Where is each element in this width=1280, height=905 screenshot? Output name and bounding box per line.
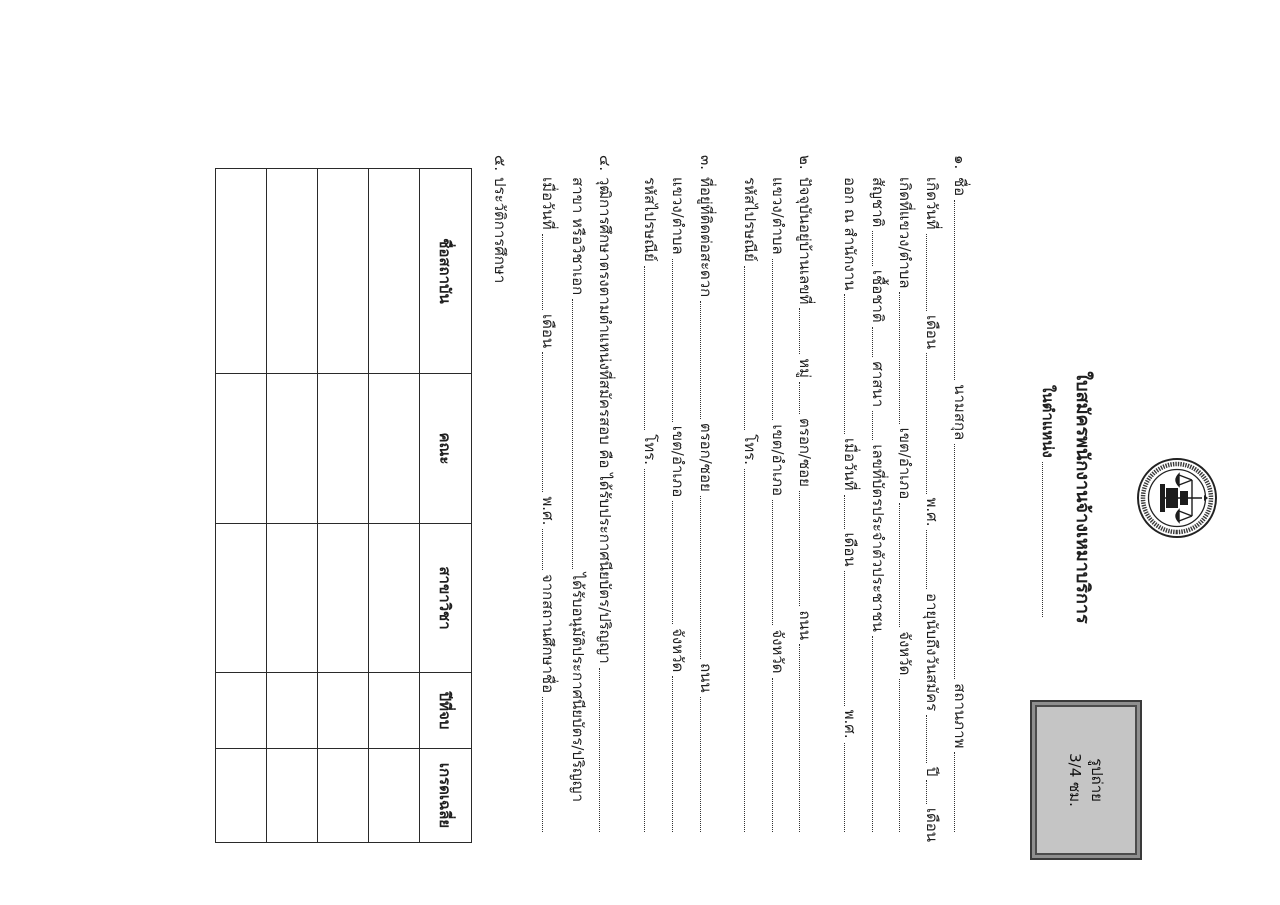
issue-year-blank [844, 743, 845, 832]
postal-code-label: รหัสไปรษณีย์ [641, 177, 659, 262]
ethnicity-label: เชื้อชาติ [869, 269, 887, 323]
birthplace-district-blank [899, 503, 900, 627]
last-name-blank [954, 444, 955, 679]
road-label: ถนน [697, 663, 715, 693]
issued-at-blank [844, 294, 845, 433]
table-cell [369, 673, 420, 749]
major-blank [572, 299, 573, 568]
table-cell [267, 524, 318, 673]
header-gpa: เกรดเฉลี่ย [420, 749, 472, 843]
age-months-label: เดือน [923, 807, 941, 842]
table-cell [369, 749, 420, 843]
phone-blank [744, 469, 745, 832]
section-4-number: ๔. [596, 155, 614, 172]
phone-blank [644, 469, 645, 832]
table-cell [216, 374, 267, 524]
postal-code-blank [644, 266, 645, 430]
table-cell [369, 169, 420, 374]
section-1-issue-row [838, 177, 862, 832]
qualification-label: วุฒิการศึกษาตรงตามตำแหน่งที่สมัครสอบ คือ ได้รับประกาศนียบัตร/ปริญญา [596, 177, 614, 664]
issue-month-label: เดือน [841, 532, 859, 567]
section-4-qualification-row [593, 155, 617, 832]
road-label: ถนน [796, 610, 814, 641]
issue-day-label: เมื่อวันที่ [841, 437, 859, 491]
birth-month-blank [926, 353, 927, 493]
district-blank [772, 500, 773, 625]
id-card-label: เลขที่บัตรประจำตัวประชาชน [869, 444, 887, 632]
position-blank [1042, 462, 1043, 617]
birth-month-label: เดือน [923, 314, 941, 350]
section-5-heading [488, 155, 512, 455]
contact-address-label: ที่อยู่ที่ติดต่อสะดวก [697, 177, 715, 298]
table-cell [267, 749, 318, 843]
religion-blank [872, 411, 873, 440]
subdistrict-blank [672, 259, 673, 422]
table-cell [318, 169, 369, 374]
ethnicity-blank [872, 327, 873, 358]
judiciary-seal-logo [1136, 457, 1218, 539]
section-1-birthplace-row [893, 177, 917, 832]
province-blank [772, 678, 773, 832]
road-blank [700, 697, 701, 832]
age-years-label: ปี [923, 766, 941, 777]
section-2-contact-row [738, 177, 762, 832]
approval-year-blank [542, 529, 543, 569]
first-name-blank [954, 200, 955, 380]
house-number-label: ปัจจุบันอยู่บ้านเลขที่ [796, 177, 814, 305]
institution-blank [542, 697, 543, 832]
birth-day-blank [926, 234, 927, 311]
table-row [369, 169, 420, 843]
first-name-label: ชื่อ [951, 177, 969, 197]
phone-label: โทร. [641, 434, 659, 465]
phone-label: โทร. [741, 434, 759, 465]
table-cell [216, 749, 267, 843]
table-header-row [420, 169, 472, 843]
road-blank [799, 644, 800, 832]
approval-month-label: เดือน [539, 314, 557, 349]
section-4-approval-row [536, 177, 560, 832]
header-faculty: คณะ [420, 374, 472, 524]
approval-day-label: เมื่อวันที่ [539, 177, 557, 230]
age-months-blank [926, 780, 927, 803]
table-cell [267, 169, 318, 374]
header-graduation-year: ปีที่จบ [420, 673, 472, 749]
birthplace-district-label: เขต/อำเภอ [896, 427, 914, 500]
village-no-blank [799, 382, 800, 414]
postal-code-blank [744, 266, 745, 430]
table-cell [267, 374, 318, 524]
header-major: สาขาวิชา [420, 524, 472, 673]
table-cell [318, 673, 369, 749]
last-name-label: นามสกุล [951, 384, 969, 441]
nationality-label: สัญชาติ [869, 177, 887, 228]
village-no-label: หมู่ [796, 358, 814, 378]
section-1-birth-row [920, 177, 944, 842]
photo-label: รูปถ่าย [1088, 758, 1106, 802]
house-number-blank [799, 308, 800, 354]
section-5-number: ๕. [491, 155, 509, 172]
section-3-contact-row [638, 177, 662, 832]
major-label: สาขา หรือวิชาเอก [569, 177, 587, 296]
table-row [318, 169, 369, 843]
form-title: ใบสมัครพนักงานจ้างเหมาบริการ [1072, 371, 1093, 624]
birth-day-label: เกิดวันที่ [923, 177, 941, 230]
table-cell [318, 524, 369, 673]
education-history-title: ประวัติการศึกษา [491, 177, 509, 284]
table-cell [318, 374, 369, 524]
subdistrict-label: แขวง/ตำบล [669, 177, 687, 255]
position-label: ในตำแหน่ง [1039, 385, 1057, 458]
qualification-blank [599, 668, 600, 832]
subdistrict-blank [772, 259, 773, 421]
section-1-name-row [948, 155, 972, 832]
alley-blank [700, 496, 701, 659]
table-cell [216, 524, 267, 673]
approved-label: ได้รับอนุมัติประกาศนียบัตร/ปริญญา [569, 572, 587, 802]
table-cell [216, 673, 267, 749]
alley-blank [799, 491, 800, 607]
birth-year-label: พ.ศ. [923, 497, 941, 527]
postal-code-label: รหัสไปรษณีย์ [741, 177, 759, 262]
approval-month-blank [542, 352, 543, 492]
table-row [216, 169, 267, 843]
section-3-number: ๓. [697, 155, 715, 171]
issued-at-label: ออก ณ สำนักงาน [841, 177, 859, 291]
table-cell [369, 374, 420, 524]
district-label: เขต/อำเภอ [769, 424, 787, 496]
birthplace-province-blank [899, 679, 900, 832]
marital-status-blank [954, 752, 955, 832]
issue-month-blank [844, 571, 845, 706]
id-card-blank [872, 636, 873, 832]
photo-size-label: 3/4 ซม. [1066, 753, 1084, 807]
approval-day-blank [542, 234, 543, 310]
position-row [1036, 385, 1060, 617]
table-cell [318, 749, 369, 843]
education-history-table [215, 168, 472, 843]
header-institution: ชื่อสถาบัน [420, 169, 472, 374]
marital-status-label: สถานภาพ [951, 683, 969, 749]
religion-label: ศาสนา [869, 361, 887, 408]
section-1-nationality-row [866, 177, 890, 832]
birth-year-blank [926, 530, 927, 589]
table-row [267, 169, 318, 843]
subdistrict-label: แขวง/ตำบล [769, 177, 787, 255]
section-2-address-row [793, 155, 817, 832]
issue-day-blank [844, 495, 845, 529]
alley-label: ตรอก/ซอย [796, 418, 814, 487]
institution-label: จากสถานศึกษาชื่อ [539, 573, 557, 694]
table-cell [216, 169, 267, 374]
district-label: เขต/อำเภอ [669, 425, 687, 498]
age-years-blank [926, 715, 927, 763]
province-blank [672, 676, 673, 832]
approval-year-label: พ.ศ. [539, 496, 557, 526]
district-blank [672, 501, 673, 624]
section-3-area-row [666, 177, 690, 832]
section-1-number: ๑. [951, 155, 969, 170]
alley-label: ตรอก/ซอย [697, 422, 715, 492]
age-label: อายุนับถึงวันสมัคร [923, 592, 941, 712]
section-2-number: ๒. [796, 155, 814, 170]
birthplace-subdistrict-blank [899, 292, 900, 423]
table-cell [369, 524, 420, 673]
photo-placeholder [1030, 700, 1142, 860]
province-label: จังหวัด [669, 628, 687, 673]
province-label: จังหวัด [769, 629, 787, 674]
table-cell [267, 673, 318, 749]
birthplace-province-label: จังหวัด [896, 631, 914, 676]
section-4-major-row [566, 177, 590, 802]
contact-address-blank [700, 301, 701, 419]
section-2-area-row [766, 177, 790, 832]
birthplace-subdistrict-label: เกิดที่แขวง/ตำบล [896, 177, 914, 289]
issue-year-label: พ.ศ. [841, 709, 859, 739]
section-3-address-row [694, 155, 718, 832]
nationality-blank [872, 231, 873, 266]
